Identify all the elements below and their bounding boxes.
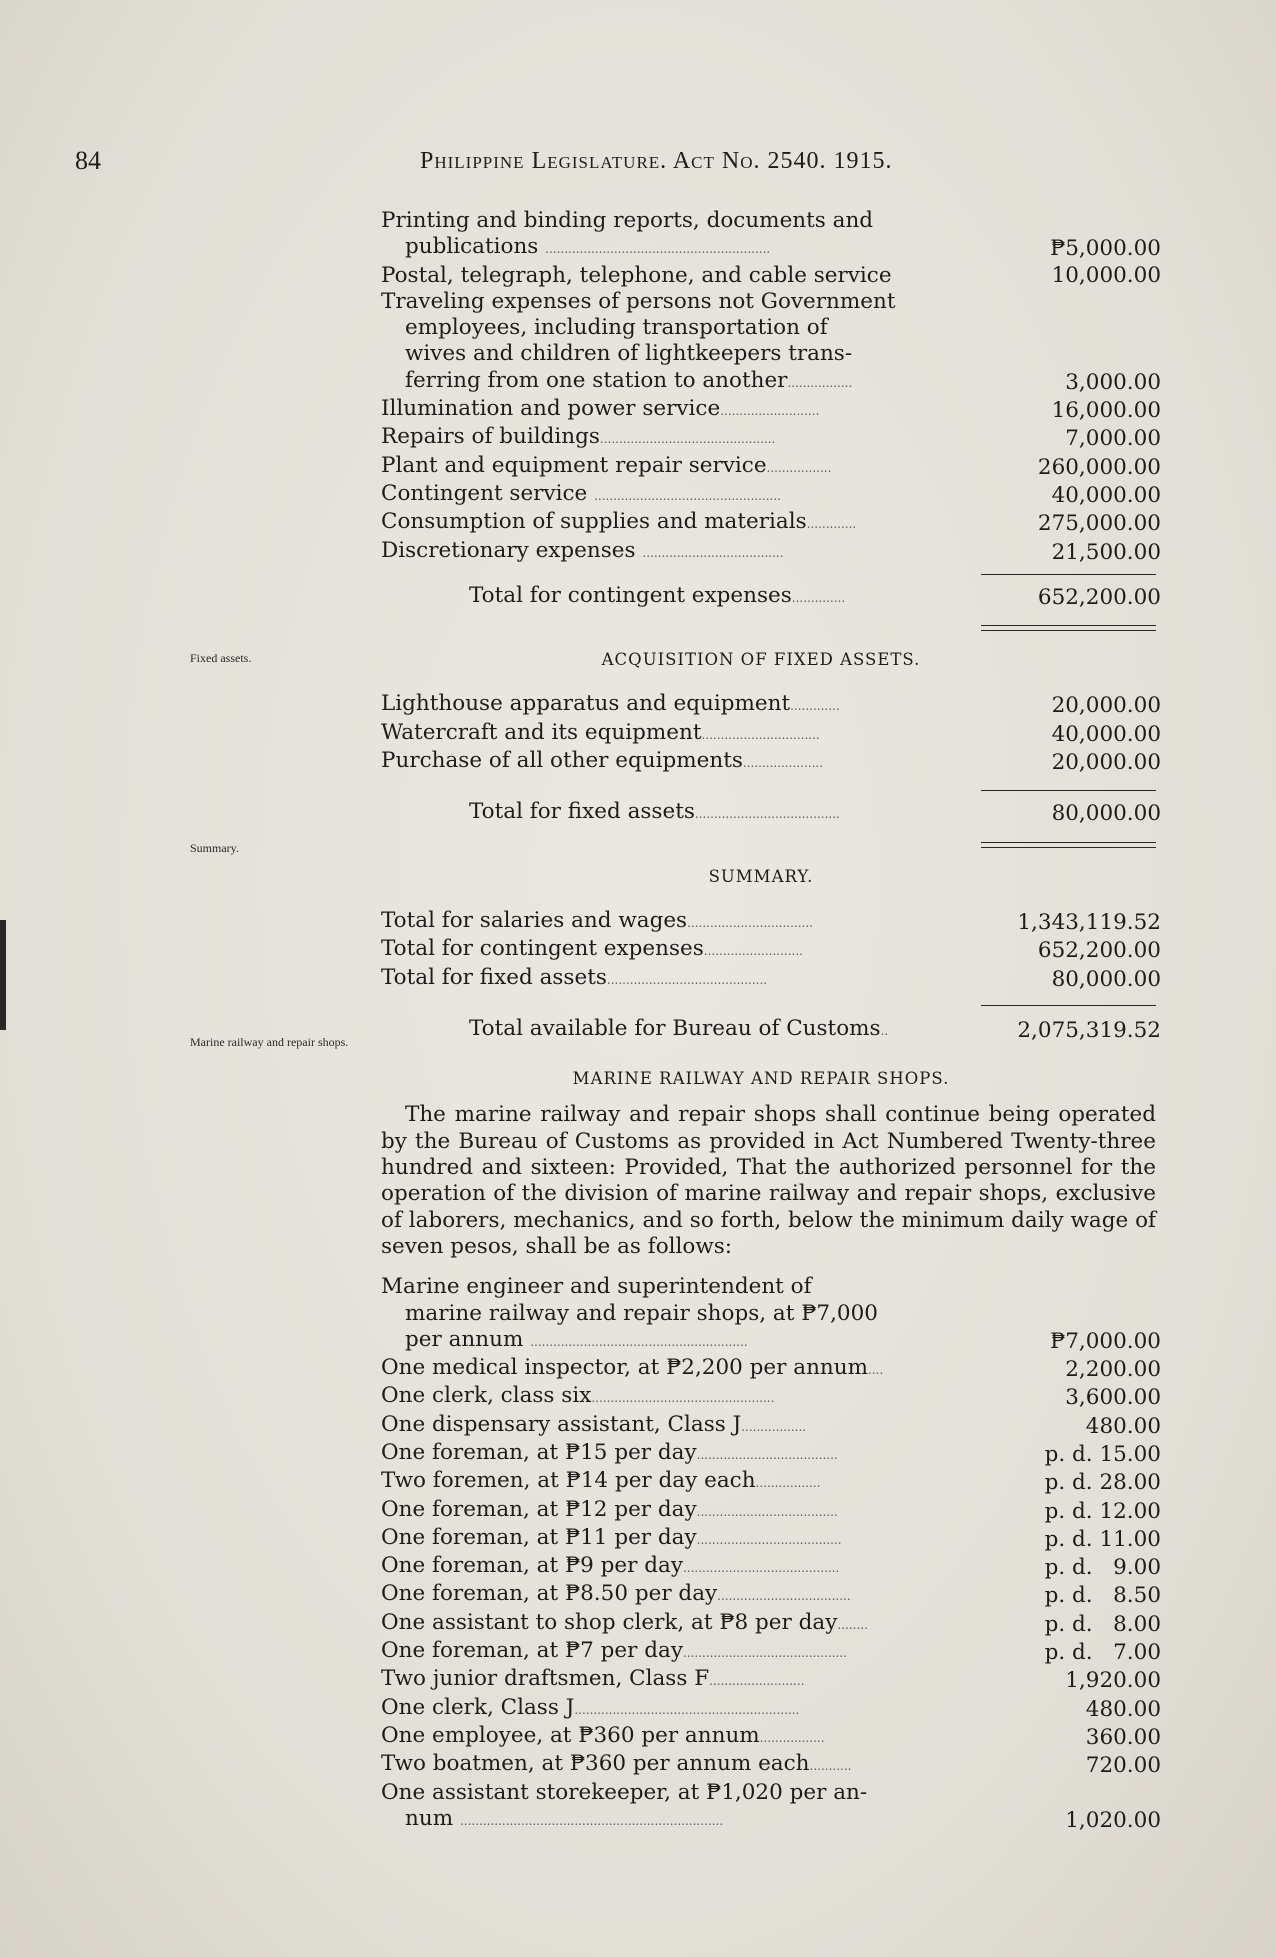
list-item: Contingent service ................................................. 40,000.00 [381,480,1161,508]
list-item: Traveling expenses of persons not Government employees, including transportation of wives and children of lightkeepers trans- ferring from one station to another................. 3,000.00 [381,288,1161,395]
list-item: One foreman, at ₱11 per day...................................... p. d. 11.00 [381,1524,1161,1552]
leader-dots: ................................. [687,915,813,930]
leader-dots: ..................... [742,756,824,771]
list-item: Total for contingent expenses.......................... 652,200.00 [381,936,1161,964]
leader-dots: ................................................ [591,1391,775,1406]
amount: 21,500.00 [1051,539,1161,565]
leader-dots: ........... [809,1759,852,1774]
summary-list [381,908,1161,993]
leader-dots: ............. [790,699,840,714]
margin-note-fixed-assets: Fixed assets. [190,651,252,665]
list-item: One foreman, at ₱9 per day......................................... p. d. 9.00 [381,1553,1161,1581]
total-rule [981,790,1156,791]
page-header [75,146,1165,186]
amount: 275,000.00 [1037,511,1161,537]
leader-dots: ...................................... [694,807,840,822]
leader-dots: ................. [787,375,853,390]
amount: 360.00 [1085,1724,1161,1750]
amount: 80,000.00 [1051,966,1161,992]
leader-dots: ......................................................... [530,1334,748,1349]
marine-paragraph: The marine railway and repair shops shall continue being operated by the Bureau of Customs as provided in Act Numbered Twenty-three hundred and sixteen: Provided, That the authorized personnel for the operation of the division of marine railway and repair shops, exclusive of laborers, mechanics, and so forth, below the minimum daily wage of seven pesos, shall be as follows: [381,1102,1156,1259]
leader-dots: ............................... [701,727,820,742]
page-number: 84 [75,146,101,175]
section-heading-marine-railway: MARINE RAILWAY AND REPAIR SHOPS. [572,1069,950,1089]
leader-dots: ................. [766,460,832,475]
amount: 652,200.00 [1037,938,1161,964]
leader-dots: ...................................... [696,1532,842,1547]
amount: ₱5,000.00 [1050,236,1161,262]
amount: 1,343,119.52 [1017,909,1161,935]
amount: 260,000.00 [1037,454,1161,480]
amount: 16,000.00 [1051,398,1161,424]
double-rule [981,625,1156,631]
list-item: One dispensary assistant, Class J................. 480.00 [381,1411,1161,1439]
leader-dots: .......................................... [606,972,768,987]
leader-dots: .............................................. [599,432,776,447]
total-row: Total for fixed assets...................................... 80,000.00 [469,799,1161,827]
list-item: Lighthouse apparatus and equipment............. 20,000.00 [381,691,1161,719]
amount: 720.00 [1085,1753,1161,1779]
total-rule [981,1005,1156,1006]
list-item: Plant and equipment repair service................. 260,000.00 [381,452,1161,480]
leader-dots: ........................................................... [545,242,771,257]
amount: ₱7,000.00 [1050,1328,1161,1354]
list-item: One foreman, at ₱15 per day..................................... p. d. 15.00 [381,1439,1161,1467]
amount: 1,020.00 [1065,1807,1161,1833]
list-item: One foreman, at ₱12 per day..................................... p. d. 12.00 [381,1496,1161,1524]
leader-dots: .......................... [703,944,803,959]
list-item: Two junior draftsmen, Class F......................... 1,920.00 [381,1666,1161,1694]
amount: p. d. 8.50 [1044,1583,1161,1609]
amount: 3,600.00 [1065,1385,1161,1411]
total-amount: 80,000.00 [1051,801,1161,827]
section-heading-fixed-assets: ACQUISITION OF FIXED ASSETS. [601,650,921,670]
running-head: Philippine Legislature. Act No. 2540. 1915. [420,148,893,174]
list-item: Consumption of supplies and materials............. 275,000.00 [381,509,1161,537]
leader-dots: ............. [806,517,857,532]
leader-dots: ................. [759,1730,825,1745]
grand-total-amount: 2,075,319.52 [1017,1017,1161,1043]
leader-dots: ................. [741,1419,807,1434]
amount: 1,920.00 [1065,1668,1161,1694]
amount: p. d. 12.00 [1044,1498,1161,1524]
amount: 20,000.00 [1051,750,1161,776]
amount: p. d. 11.00 [1044,1526,1161,1552]
leader-dots: ..................................................................... [459,1813,724,1828]
list-item: Postal, telegraph, telephone, and cable service 10,000.00 [381,262,1161,288]
leader-dots: ..................................... [696,1447,838,1462]
list-item: One foreman, at ₱8.50 per day................................... p. d. 8.50 [381,1581,1161,1609]
amount: 7,000.00 [1065,426,1161,452]
amount: 40,000.00 [1051,482,1161,508]
leader-dots: .............. [791,590,846,605]
total-rule [981,574,1156,575]
amount: 2,200.00 [1065,1357,1161,1383]
amount: 10,000.00 [1051,262,1161,288]
leader-dots: ........................................... [682,1646,847,1661]
leader-dots: ......................... [709,1674,805,1689]
leader-dots: ................................................. [594,488,781,503]
list-item: Total for salaries and wages................................. 1,343,119.52 [381,907,1161,935]
leader-dots: .... [868,1363,884,1378]
margin-note-summary: Summary. [190,841,239,855]
leader-dots: ......................................... [682,1561,840,1576]
fixed-assets-list [381,691,1161,776]
amount: p. d. 7.00 [1044,1640,1161,1666]
leader-dots: .......................... [720,404,820,419]
amount: 480.00 [1085,1413,1161,1439]
marine-personnel-list [381,1274,1161,1834]
list-item: Discretionary expenses ..................................... 21,500.00 [381,537,1161,565]
total-amount: 652,200.00 [1037,584,1161,610]
list-item: One foreman, at ₱7 per day........................................... p. d. 7.00 [381,1638,1161,1666]
leader-dots: .. [880,1023,889,1038]
list-item: Illumination and power service.......................... 16,000.00 [381,396,1161,424]
amount: 480.00 [1085,1696,1161,1722]
leader-dots: ................................... [717,1589,851,1604]
amount: p. d. 28.00 [1044,1470,1161,1496]
amount: p. d. 9.00 [1044,1555,1161,1581]
list-item: Two foremen, at ₱14 per day each................. p. d. 28.00 [381,1468,1161,1496]
contingent-list [381,208,1161,566]
list-item: One employee, at ₱360 per annum................. 360.00 [381,1722,1161,1750]
double-rule [981,842,1156,848]
grand-total-row: Total available for Bureau of Customs.. 2,075,319.52 [469,1015,1161,1043]
list-item: Marine engineer and superintendent of marine railway and repair shops, at ₱7,000 per annum ......................................................... ₱7,000.00 [381,1274,1161,1354]
list-item: Two boatmen, at ₱360 per annum each........... 720.00 [381,1751,1161,1779]
amount: p. d. 15.00 [1044,1441,1161,1467]
list-item: One clerk, class six................................................ 3,600.00 [381,1383,1161,1411]
amount: 20,000.00 [1051,693,1161,719]
list-item: Printing and binding reports, documents and publications ........................................................... ₱5,000.00 [381,208,1161,262]
list-item: Repairs of buildings.............................................. 7,000.00 [381,424,1161,452]
list-item: Watercraft and its equipment............................... 40,000.00 [381,719,1161,747]
leader-dots: ..................................... [642,545,784,560]
total-row: Total for contingent expenses.............. 652,200.00 [469,582,1161,610]
list-item: One clerk, Class J........................................................... 480.00 [381,1694,1161,1722]
scan-edge-shadow [0,920,6,1030]
list-item: One assistant storekeeper, at ₱1,020 per an- num ..................................................................... 1,020.00 [381,1779,1161,1833]
document-body [381,208,1161,1834]
amount: 3,000.00 [1065,369,1161,395]
leader-dots: ........ [837,1617,868,1632]
leader-dots: ........................................................... [574,1702,800,1717]
list-item: Total for fixed assets.......................................... 80,000.00 [381,964,1161,992]
leader-dots: ................. [755,1476,821,1491]
margin-note-marine-railway: Marine railway and repair shops. [190,1035,349,1049]
leader-dots: ..................................... [696,1504,838,1519]
list-item: One medical inspector, at ₱2,200 per annum.... 2,200.00 [381,1355,1161,1383]
list-item: Purchase of all other equipments..................... 20,000.00 [381,748,1161,776]
list-item: One assistant to shop clerk, at ₱8 per day........ p. d. 8.00 [381,1609,1161,1637]
amount: p. d. 8.00 [1044,1611,1161,1637]
amount: 40,000.00 [1051,721,1161,747]
section-heading-summary: SUMMARY. [708,866,814,886]
